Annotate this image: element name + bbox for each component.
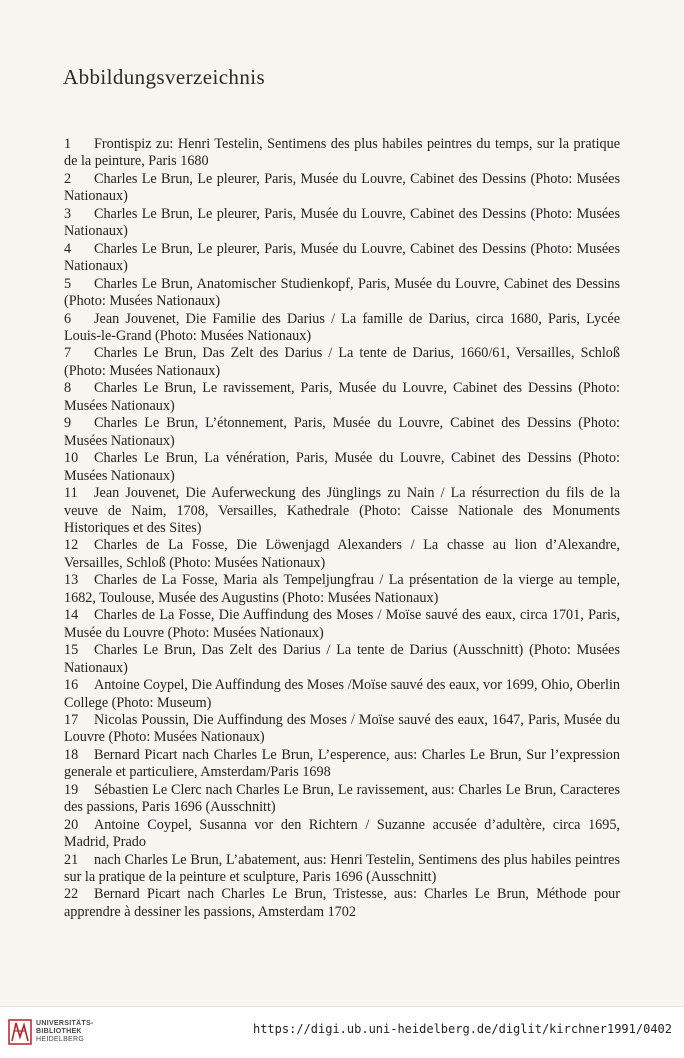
list-item [64, 241, 620, 276]
entry-text: nach Charles Le Brun, L’abatement, aus: Henri Testelin, Sentimens des plus habiles peintres sur la pratique de la peinture et sculpture, Paris 1696 (Ausschnitt) [64, 851, 620, 886]
entry-number: 18 [64, 746, 79, 763]
list-item [64, 852, 620, 887]
entry-number: 12 [64, 537, 79, 554]
list-item [64, 311, 620, 346]
entry-number: 11 [64, 485, 78, 502]
entry-text: Jean Jouvenet, Die Familie des Darius / La famille de Darius, circa 1680, Paris, Lycée Louis-le-Grand (Photo: Musées Nationaux) [64, 310, 620, 344]
entry-number: 16 [64, 677, 79, 694]
list-item [64, 782, 620, 817]
entry-text: Charles Le Brun, La vénération, Paris, Musée du Louvre, Cabinet des Dessins (Photo: Musées Nationaux) [64, 450, 620, 484]
list-item [64, 136, 620, 171]
university-library-logo-icon [8, 1017, 32, 1045]
entry-text: Bernard Picart nach Charles Le Brun, Tristesse, aus: Charles Le Brun, Méthode pour apprendre à dessiner les passions, Amsterdam 1702 [64, 886, 620, 920]
entry-text: Sébastien Le Clerc nach Charles Le Brun, Le ravissement, aus: Charles Le Brun, Caracteres des passions, Paris 1696 (Ausschnitt) [64, 781, 620, 816]
library-name-line: HEIDELBERG [36, 1036, 85, 1043]
entry-text: Charles Le Brun, Le pleurer, Paris, Musée du Louvre, Cabinet des Dessins (Photo: Musées Nationaux) [64, 240, 620, 275]
list-item [64, 747, 620, 782]
entry-number: 13 [64, 572, 79, 589]
entry-text: Bernard Picart nach Charles Le Brun, L’esperence, aus: Charles Le Brun, Sur l’expression generale et particuliere, Amsterdam/Paris 1698 [64, 746, 620, 781]
figure-list [64, 136, 620, 921]
list-item [64, 572, 620, 607]
entry-number: 5 [64, 275, 72, 292]
list-item [64, 817, 620, 852]
entry-number: 10 [64, 450, 79, 467]
entry-text: Charles de La Fosse, Die Löwenjagd Alexanders / La chasse au lion d’Alexandre, Versailles, Schloß (Photo: Musées Nationaux) [64, 537, 620, 571]
entry-number: 22 [64, 886, 79, 903]
list-item [64, 345, 620, 380]
entry-text: Charles Le Brun, Anatomischer Studienkopf, Paris, Musée du Louvre, Cabinet des Dessins (Photo: Musées Nationaux) [64, 275, 620, 310]
entry-number: 2 [64, 170, 72, 187]
entry-number: 6 [64, 310, 72, 327]
entry-number: 21 [64, 851, 79, 868]
entry-text: Frontispiz zu: Henri Testelin, Sentimens des plus habiles peintres du temps, sur la pratique de la peinture, Paris 1680 [64, 136, 620, 170]
entry-number: 3 [64, 205, 72, 222]
permalink-url[interactable]: https://digi.ub.uni-heidelberg.de/diglit/kirchner1991/0402 [252, 1022, 672, 1036]
entry-text: Charles Le Brun, Das Zelt des Darius / La tente de Darius (Ausschnitt) (Photo: Musées Nationaux) [64, 642, 620, 676]
list-item [64, 677, 620, 712]
entry-number: 14 [64, 607, 79, 624]
library-name [36, 1020, 94, 1044]
list-item [64, 276, 620, 311]
list-item [64, 450, 620, 485]
entry-number: 15 [64, 642, 79, 659]
entry-text: Jean Jouvenet, Die Auferweckung des Jünglings zu Nain / La résurrection du fils de la veuve de Naim, 1708, Versailles, Kathedrale (Photo: Caisse Nationale des Monuments Historiques et des Sites) [64, 485, 620, 536]
entry-text: Charles Le Brun, Le pleurer, Paris, Musée du Louvre, Cabinet des Dessins (Photo: Musées Nationaux) [64, 205, 620, 240]
entry-number: 19 [64, 781, 79, 798]
list-item [64, 485, 620, 537]
list-item [64, 380, 620, 415]
list-item [64, 642, 620, 677]
list-item [64, 171, 620, 206]
list-item [64, 886, 620, 921]
entry-number: 9 [64, 415, 72, 432]
entry-number: 8 [64, 380, 72, 397]
entry-number: 17 [64, 711, 79, 728]
entry-text: Charles Le Brun, Le pleurer, Paris, Musée du Louvre, Cabinet des Dessins (Photo: Musées Nationaux) [64, 170, 620, 205]
list-item [64, 607, 620, 642]
entry-text: Charles Le Brun, Le ravissement, Paris, Musée du Louvre, Cabinet des Dessins (Photo: Musées Nationaux) [64, 380, 620, 414]
entry-text: Charles Le Brun, Das Zelt des Darius / La tente de Darius, 1660/61, Versailles, Schloß (Photo: Musées Nationaux) [64, 345, 620, 379]
list-item [64, 537, 620, 572]
entry-number: 4 [64, 240, 72, 257]
entry-number: 7 [64, 345, 72, 362]
entry-number: 20 [64, 816, 79, 833]
list-item [64, 712, 620, 747]
entry-text: Antoine Coypel, Die Auffindung des Moses /Moïse sauvé des eaux, vor 1699, Ohio, Oberlin College (Photo: Museum) [64, 677, 620, 711]
entry-number: 1 [64, 136, 72, 152]
entry-text: Charles Le Brun, L’étonnement, Paris, Musée du Louvre, Cabinet des Dessins (Photo: Musées Nationaux) [64, 415, 620, 449]
page-title: Abbildungsverzeichnis [63, 65, 266, 89]
library-name-line: BIBLIOTHEK [36, 1028, 82, 1035]
list-item [64, 415, 620, 450]
entry-text: Charles de La Fosse, Maria als Tempeljungfrau / La présentation de la vierge au temple, 1682, Toulouse, Musée des Augustins (Photo: Musées Nationaux) [64, 572, 620, 606]
entry-text: Nicolas Poussin, Die Auffindung des Moses / Moïse sauvé des eaux, 1647, Paris, Musée du Louvre (Photo: Musées Nationaux) [64, 711, 620, 746]
viewer-footer [0, 1006, 684, 1058]
entry-text: Antoine Coypel, Susanna vor den Richtern / Suzanne accusée d’adultère, circa 1695, Madrid, Prado [64, 816, 620, 851]
entry-text: Charles de La Fosse, Die Auffindung des Moses / Moïse sauvé des eaux, circa 1701, Paris, Musée du Louvre (Photo: Musées Nationaux) [64, 607, 620, 641]
list-item [64, 206, 620, 241]
library-name-line: UNIVERSITÄTS- [36, 1020, 94, 1027]
